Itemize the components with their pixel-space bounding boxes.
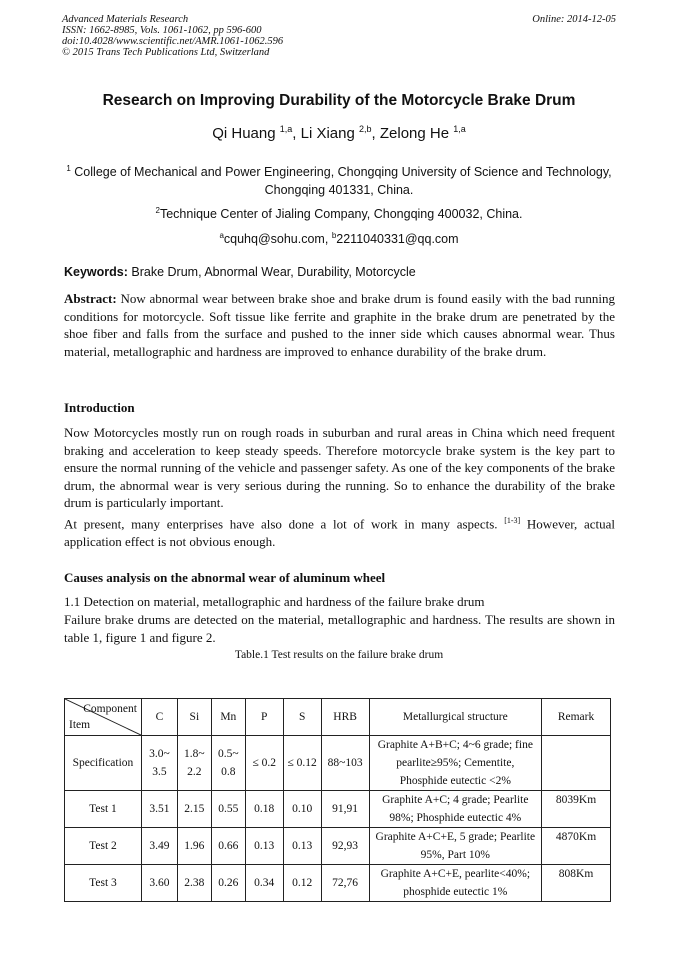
column-header: C: [141, 699, 177, 736]
table-caption: Table.1 Test results on the failure brake drum: [234, 649, 444, 661]
table-cell: 8039Km: [542, 791, 611, 828]
author-emails: $^a$cquhq@sohu.com, $^b$2211040331@qq.com: [219, 231, 459, 247]
author-sup: 1,a: [453, 124, 466, 134]
table-cell: 0.26: [211, 865, 245, 902]
corner-top-label: Component: [83, 703, 137, 715]
table-cell: Graphite A+C; 4 grade; Pearlite 98%; Phosphide eutectic 4%: [369, 791, 541, 828]
issn: ISSN: 1662-8985, Vols. 1061-1062, pp 596-600: [62, 25, 262, 36]
copyright: © 2015 Trans Tech Publications Ltd, Switzerland: [62, 47, 270, 58]
online-date: Online: 2014-12-05: [532, 14, 616, 25]
table-cell: 3.60: [141, 865, 177, 902]
citation: [1-3]: [504, 516, 521, 525]
column-header: P: [245, 699, 283, 736]
table-cell: 1.96: [177, 828, 211, 865]
table-cell: 0.13: [245, 828, 283, 865]
table-cell: 3.49: [141, 828, 177, 865]
table-cell: 0.10: [283, 791, 321, 828]
journal-header: [62, 14, 283, 58]
author-name: Li Xiang: [300, 125, 355, 142]
introduction-paragraph-2: At present, many enterprises have also done a lot of work in many aspects. [1-3] However, actual application effect is not obvious enough.: [64, 516, 616, 549]
corner-header-cell: [65, 699, 142, 736]
table-row: [65, 865, 611, 902]
table-cell: [542, 736, 611, 791]
paper-title: Research on Improving Durability of the Motorcycle Brake Drum: [102, 92, 576, 109]
author-name: Qi Huang: [212, 125, 276, 142]
corner-bottom-label: Item: [69, 719, 91, 731]
affiliation-2: $^2$Technique Center of Jialing Company, Chongqing 400032, China.: [155, 206, 523, 222]
author-sup: 1,a: [279, 124, 293, 134]
table-cell: ≤ 0.12: [283, 736, 321, 791]
table-header-row: [65, 699, 611, 736]
table-cell: 2.15: [177, 791, 211, 828]
journal-name: Advanced Materials Research: [62, 14, 189, 25]
column-header: Mn: [211, 699, 245, 736]
abstract-label: Abstract:: [64, 291, 117, 306]
causes-subheading: 1.1 Detection on material, metallographic and hardness of the failure brake drum: [64, 594, 485, 609]
keywords-text: Brake Drum, Abnormal Wear, Durability, Motorcycle: [131, 265, 416, 279]
keywords-label: Keywords:: [64, 265, 128, 279]
table-cell: 3.0~ 3.5: [141, 736, 177, 791]
table-cell: 0.5~ 0.8: [211, 736, 245, 791]
table-cell: 808Km: [542, 865, 611, 902]
doi: doi:10.4028/www.scientific.net/AMR.1061-1062.596: [62, 36, 284, 47]
table-cell: 0.18: [245, 791, 283, 828]
causes-heading: Causes analysis on the abnormal wear of aluminum wheel: [64, 570, 386, 585]
column-header: Metallurgical structure: [369, 699, 541, 736]
table-cell: 0.55: [211, 791, 245, 828]
column-header: Si: [177, 699, 211, 736]
row-label: Test 1: [65, 791, 142, 828]
table-cell: 88~103: [321, 736, 369, 791]
table-cell: 91,91: [321, 791, 369, 828]
keywords: [64, 265, 616, 279]
results-table: [64, 698, 611, 902]
column-header: HRB: [321, 699, 369, 736]
author-name: Zelong He: [379, 125, 450, 142]
row-label: Specification: [65, 736, 142, 791]
affiliation-1: $^1$ College of Mechanical and Power Engineering, Chongqing University of Science and Technology, Chongqing 401331, China.: [66, 164, 612, 198]
table-cell: 72,76: [321, 865, 369, 902]
table-row: [65, 828, 611, 865]
table-cell: Graphite A+B+C; 4~6 grade; fine pearlite≥95%; Cementite, Phosphide eutectic <2%: [369, 736, 541, 791]
column-header: S: [283, 699, 321, 736]
table-cell: 0.34: [245, 865, 283, 902]
table-cell: 0.13: [283, 828, 321, 865]
table-row: [65, 736, 611, 791]
table-cell: Graphite A+C+E, pearlite<40%; phosphide eutectic 1%: [369, 865, 541, 902]
column-header: Remark: [542, 699, 611, 736]
table-cell: 92,93: [321, 828, 369, 865]
abstract: [64, 290, 615, 360]
introduction-paragraph-1: Now Motorcycles mostly run on rough roads in suburban and rural areas in China which need frequent braking and acceleration to keep steady speeds. Therefore motorcycle brake system is the key part to ensure the normal running of the vehicle and passenger safety. As one of the key components of the brake drum, the abnormal wear is very serious during the running. So to enhance the durability of the brake drum is particularly important.: [64, 425, 615, 511]
abstract-text: Now abnormal wear between brake shoe and brake drum is found easily with the bad running conditions for motorcycle. Soft tissue like ferrite and graphite in the brake drum are penetrated by the shoe fiber and falls from the surface and pushed to the inner side which causes abnormal wear. Thus material, metallographic and hardness are improved to enhance durability of the brake drum.: [64, 291, 616, 359]
author-sup: 2,b: [359, 124, 372, 134]
row-label: Test 2: [65, 828, 142, 865]
email-a: cquhq@sohu.com,: [223, 232, 329, 247]
causes-paragraph: Failure brake drums are detected on the material, metallographic and hardness. The results are shown in table 1, figure 1 and figure 2.: [64, 612, 615, 645]
table-cell: 1.8~ 2.2: [177, 736, 211, 791]
table-cell: 2.38: [177, 865, 211, 902]
introduction-heading: Introduction: [64, 400, 135, 415]
table-cell: 3.51: [141, 791, 177, 828]
table-row: [65, 791, 611, 828]
table-cell: ≤ 0.2: [245, 736, 283, 791]
table-cell: 0.12: [283, 865, 321, 902]
table-cell: Graphite A+C+E, 5 grade; Pearlite 95%, Part 10%: [369, 828, 541, 865]
author-list: Qi Huang $^{1,a}$, Li Xiang $^{2,b}$, Zelong He $^{1,a}$: [212, 124, 466, 142]
row-label: Test 3: [65, 865, 142, 902]
email-b: 2211040331@qq.com: [336, 232, 459, 247]
table-cell: 4870Km: [542, 828, 611, 865]
table-cell: 0.66: [211, 828, 245, 865]
